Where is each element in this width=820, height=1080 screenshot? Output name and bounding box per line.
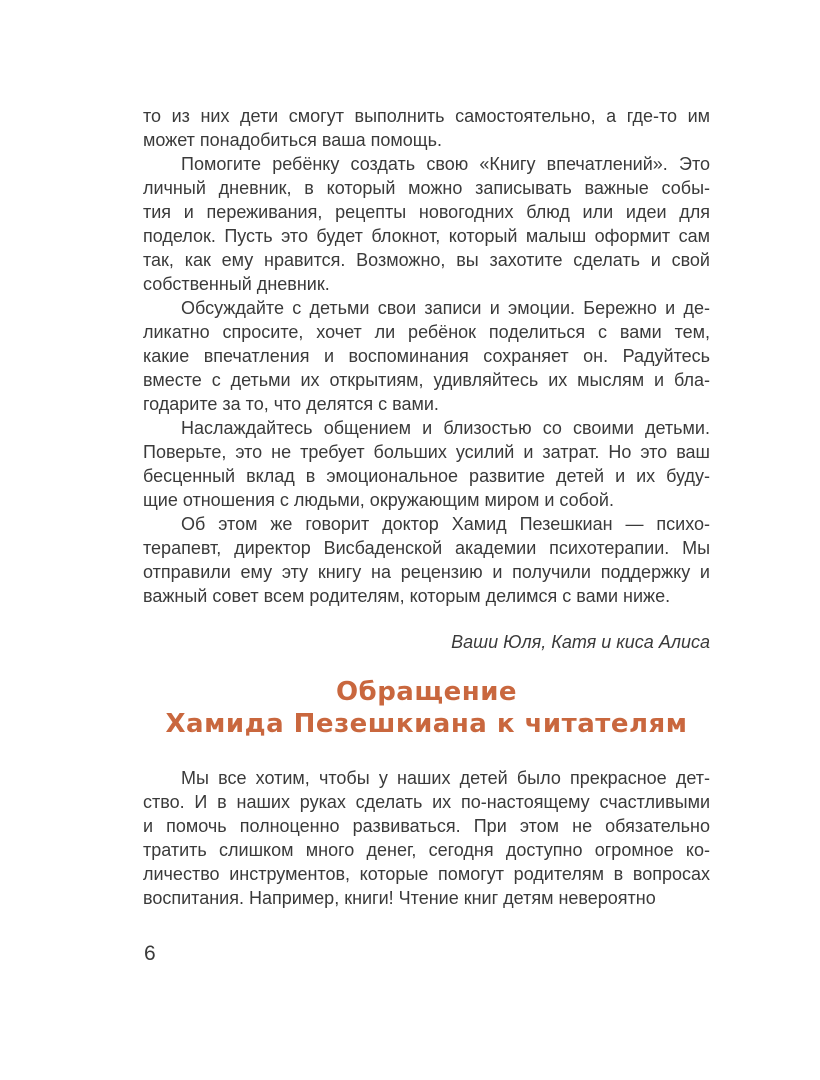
text-line: Помогите ребёнку создать свою «Книгу впечатлений». Это	[181, 154, 710, 174]
text-line: и помочь полноценно развиваться. При этом не обязательно	[143, 816, 710, 836]
section-heading-line-1: Обращение	[335, 677, 518, 707]
text-line: может понадобиться ваша помощь.	[143, 130, 442, 150]
text-line: поделок. Пусть это будет блокнот, который малыш оформит сам	[143, 226, 710, 246]
section-heading-line-2: Хамида Пезешкиана к читателям	[165, 709, 688, 739]
paragraph	[143, 152, 710, 296]
paragraph	[143, 296, 710, 416]
page-number: 6	[144, 942, 156, 965]
text-line: личество инструментов, которые помогут родителям в вопросах	[143, 864, 710, 884]
text-line: то из них дети смогут выполнить самостоятельно, а где-то им	[143, 106, 710, 126]
author-signature: Ваши Юля, Катя и киса Алиса	[451, 632, 710, 652]
text-line: тия и переживания, рецепты новогодних блюд или идеи для	[143, 202, 710, 222]
text-line: ликатно спросите, хочет ли ребёнок поделиться с вами тем,	[143, 322, 710, 342]
text-line: воспитания. Например, книги! Чтение книг детям невероятно	[143, 888, 656, 908]
section-heading	[143, 676, 710, 740]
text-line: Об этом же говорит доктор Хамид Пезешкиан — психо-	[181, 514, 710, 534]
paragraph	[143, 416, 710, 512]
paragraph	[143, 766, 710, 910]
section-paragraphs	[143, 766, 710, 910]
text-line: Мы все хотим, чтобы у наших детей было прекрасное дет-	[181, 768, 710, 788]
text-line: Наслаждайтесь общением и близостью со своими детьми.	[181, 418, 710, 438]
text-line: важный совет всем родителям, которым делимся с вами ниже.	[143, 586, 671, 606]
text-line: отправили ему эту книгу на рецензию и получили поддержку и	[143, 562, 710, 582]
text-line: так, как ему нравится. Возможно, вы захотите сделать и свой	[143, 250, 710, 270]
text-line: тратить слишком много денег, сегодня доступно огромное ко-	[143, 840, 710, 860]
text-line: личный дневник, в который можно записывать важные собы-	[143, 178, 710, 198]
text-column	[143, 104, 710, 910]
text-line: Поверьте, это не требует больших усилий и затрат. Но это ваш	[143, 442, 710, 462]
text-line: Обсуждайте с детьми свои записи и эмоции. Бережно и де-	[181, 298, 710, 318]
text-line: ство. И в наших руках сделать их по-настоящему счастливыми	[143, 792, 710, 812]
paragraph	[143, 104, 710, 152]
text-line: терапевт, директор Висбаденской академии психотерапии. Мы	[143, 538, 710, 558]
intro-paragraphs	[143, 104, 710, 608]
text-line: бесценный вклад в эмоциональное развитие детей и их буду-	[143, 466, 710, 486]
text-line: годарите за то, что делятся с вами.	[143, 394, 439, 414]
text-line: щие отношения с людьми, окружающим миром и собой.	[143, 490, 614, 510]
text-line: вместе с детьми их открытиям, удивляйтесь их мыслям и бла-	[143, 370, 710, 390]
text-line: какие впечатления и воспоминания сохраняет он. Радуйтесь	[143, 346, 710, 366]
text-line: собственный дневник.	[143, 274, 330, 294]
paragraph	[143, 512, 710, 608]
